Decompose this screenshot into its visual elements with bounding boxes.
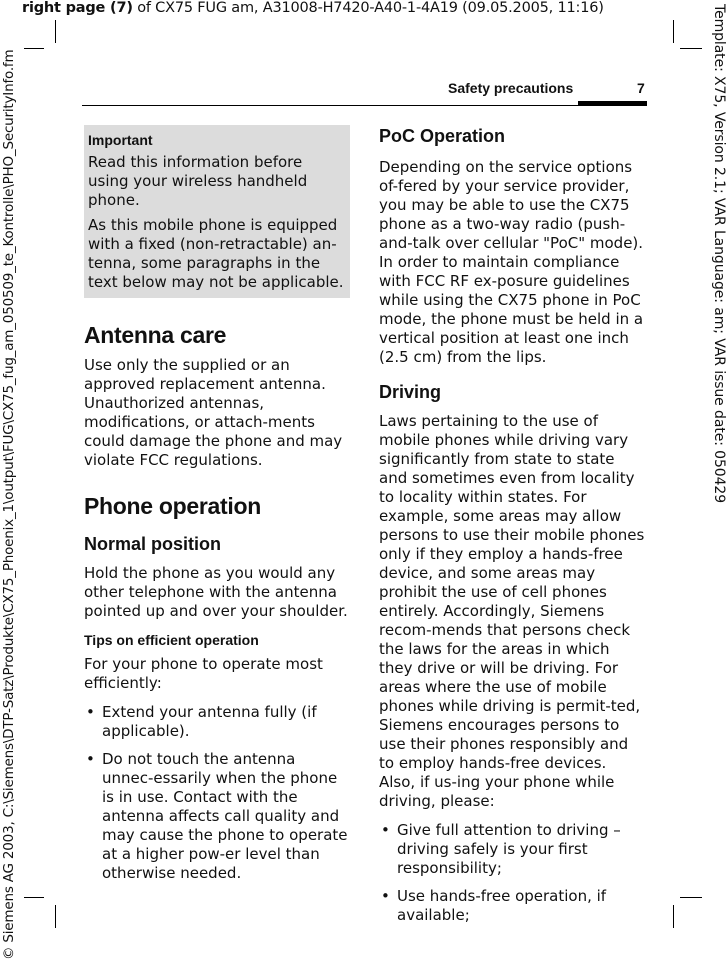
template-info-line: Template: X75, Version 2.1; VAR Language: am; VAR issue date: 050429 [711,4,727,504]
crop-mark [55,905,56,928]
running-header-title: Safety precautions [448,80,574,96]
crop-mark [680,897,702,898]
right-column [379,125,647,934]
list-item: • Use hands-free operation, if available; [379,887,647,925]
print-info-line [22,0,604,16]
tips-intro: For your phone to operate most efficiently: [84,655,323,692]
left-column [84,125,350,892]
important-paragraph: Read this information before using your wireless handheld phone. [88,153,308,209]
crop-mark [680,48,702,49]
driving-heading: Driving [379,382,442,402]
crop-mark [673,905,674,928]
driving-list [379,821,647,925]
list-item: • Extend your antenna fully (if applicable). [84,703,350,741]
poc-operation-heading: PoC Operation [379,126,506,146]
print-info-bold: right page (7) [22,0,133,16]
page-number: 7 [637,80,645,96]
normal-position-text: Hold the phone as you would any other telephone with the antenna pointed up and over your shoulder. [84,564,348,620]
crop-mark [24,48,44,49]
phone-operation-heading: Phone operation [84,493,261,519]
important-note-box [84,125,350,298]
header-tab-bar [578,101,647,105]
print-info-rest: of CX75 FUG am, A31008-H7420-A40-1-4A19 (09.05.2005, 11:16) [132,0,604,16]
crop-mark [55,20,56,43]
crop-mark [673,20,674,43]
poc-operation-text: Depending on the service options of-fered by your service provider, you may be able to use the CX75 phone as a two-way radio (push-and-talk over cellular "PoC" mode). In order to maintain compliance with FCC RF ex-posure guidelines while using the CX75 phone in PoC mode, the phone must be held in a vertical position at least one inch (2.5 cm) from the lips. [379,158,644,366]
driving-text: Laws pertaining to the use of mobile phones while driving vary significantly from state to state and sometimes even from locality to locality within states. For example, some areas may allow persons to use their mobile phones only if they employ a hands-free device, and some areas may prohibit the use of cell phones entirely. Accordingly, Siemens recom-mends that persons check the laws for the areas in which they drive or will be driving. For areas where the use of mobile phones while driving is permit-ted, Siemens encourages persons to use their phones responsibly and to employ hands-free devices. Also, if us-ing your phone while driving, please: [379,412,645,810]
header-rule [82,105,647,106]
antenna-care-heading: Antenna care [84,322,227,348]
normal-position-heading: Normal position [84,534,222,554]
tips-heading: Tips on efficient operation [84,632,259,648]
crop-mark [24,897,44,898]
important-heading: Important [88,132,153,148]
important-paragraph: As this mobile phone is equipped with a fixed (non-retractable) an-tenna, some paragraphs in the text below may not be applicable. [88,216,344,291]
antenna-care-text: Use only the supplied or an approved replacement antenna. Unauthorized antennas, modifications, or attach-ments could damage the phone and may violate FCC regulations. [84,356,343,469]
list-item: • Give full attention to driving – driving safely is your first responsibility; [379,821,647,878]
list-item: • Do not touch the antenna unnec-essarily when the phone is in use. Contact with the antenna affects call quality and may cause the phone to operate at a higher pow-er level than otherwise needed. [84,750,350,883]
file-path-line: © Siemens AG 2003, C:\Siemens\DTP-Satz\Produkte\CX75_Phoenix_1\output\FUG\CX75_fug_am_050509_te_Kontrolle\PHO_SecurityInfo.fm [1,49,17,960]
tips-list [84,703,350,883]
